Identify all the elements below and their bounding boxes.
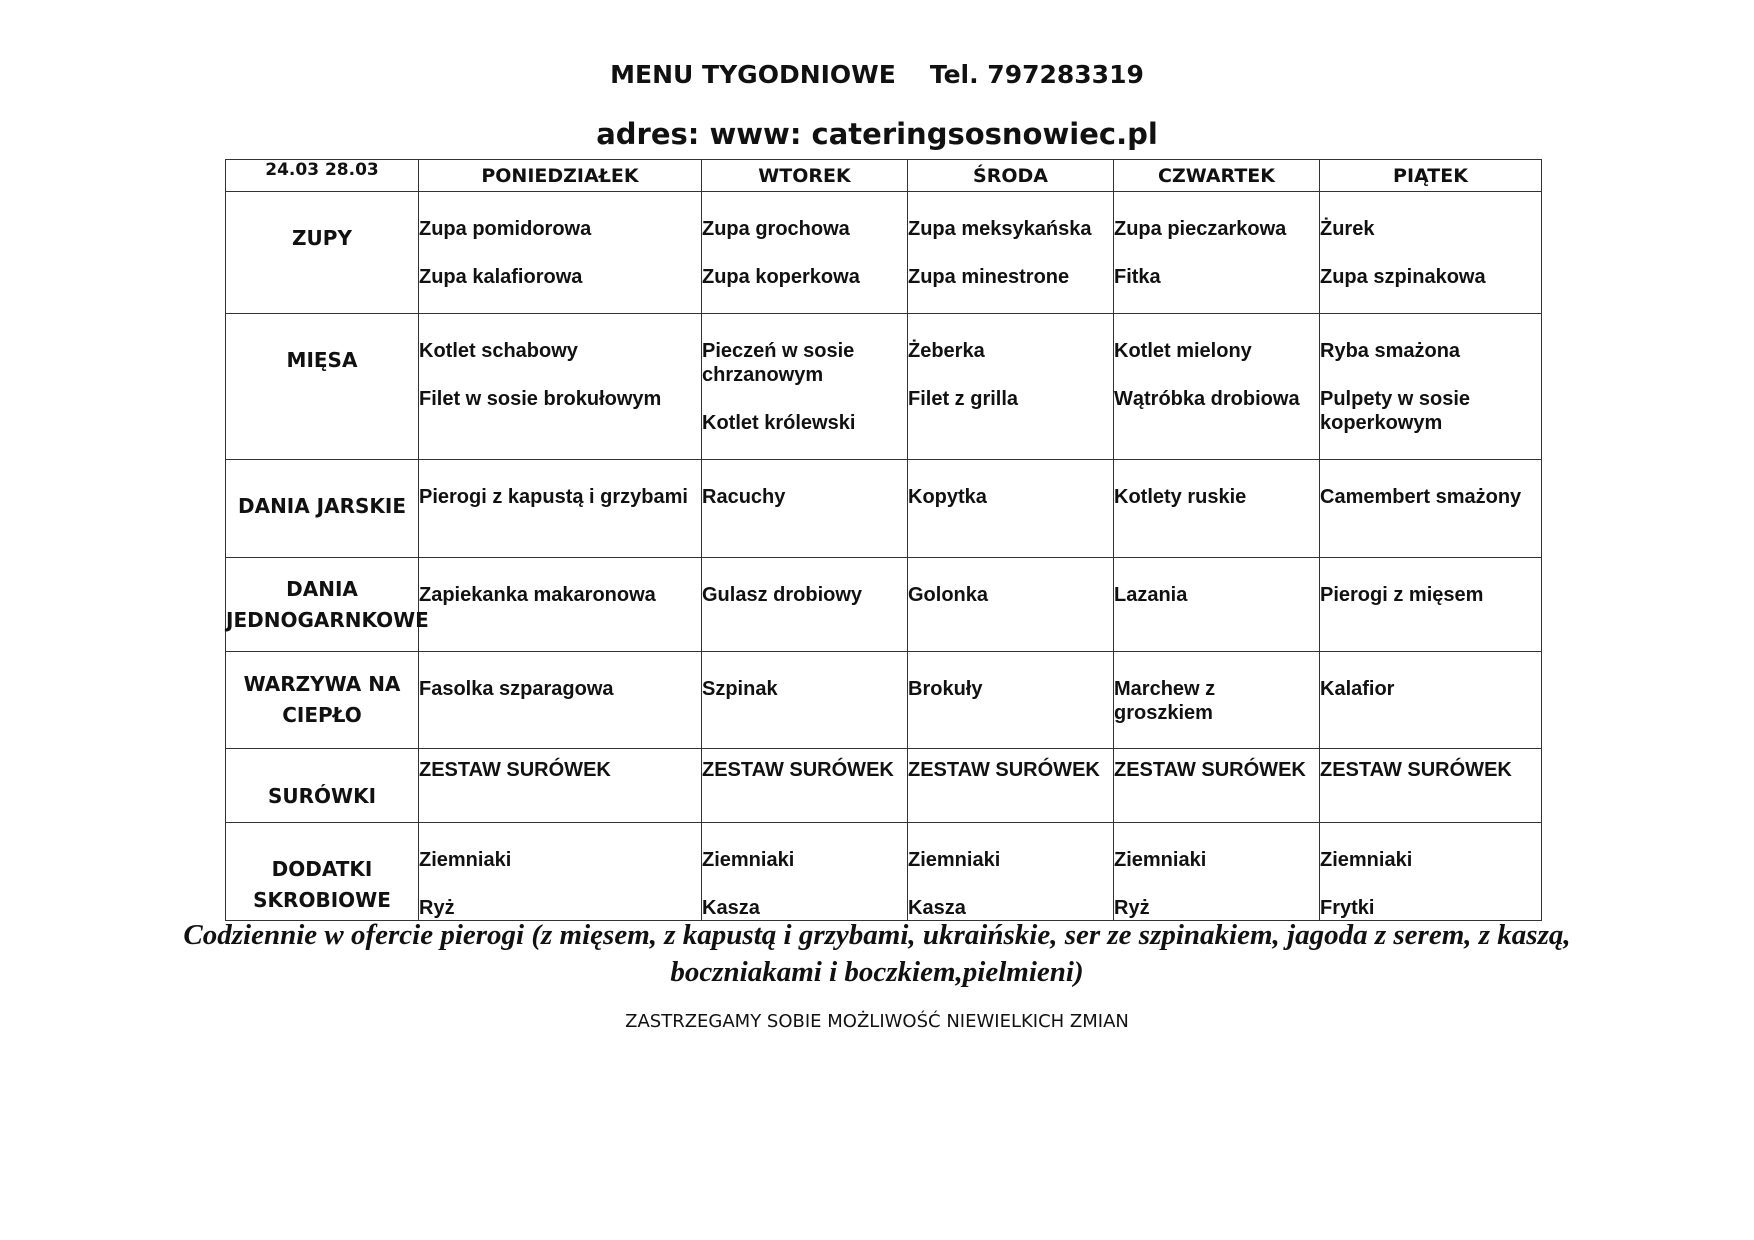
menu-cell <box>702 558 908 652</box>
menu-cell <box>419 823 702 921</box>
menu-cell <box>419 460 702 558</box>
dish-name: Zupa kalafiorowa <box>419 266 583 288</box>
menu-cell <box>702 652 908 749</box>
phone-number: Tel. 797283319 <box>929 60 1144 89</box>
menu-cell <box>702 823 908 921</box>
menu-cell <box>419 652 702 749</box>
dish-name: Filet z grilla <box>908 388 1019 410</box>
dish-name: Żeberka <box>908 340 985 362</box>
dish-name: Kotlety ruskie <box>1114 486 1247 508</box>
dish-name: Zupa pieczarkowa <box>1114 218 1287 240</box>
menu-row <box>226 749 1542 823</box>
menu-cell <box>419 558 702 652</box>
dish-name: ZESTAW SURÓWEK <box>908 759 1100 781</box>
dish-name: Ziemniaki <box>419 849 512 871</box>
dish-name: Filet w sosie brokułowym <box>419 388 662 410</box>
menu-cell <box>908 460 1114 558</box>
dish-name: Ryż <box>1114 897 1150 919</box>
category-label: DANIA JEDNOGARNKOWE <box>226 558 419 652</box>
menu-cell <box>419 314 702 460</box>
category-label: ZUPY <box>226 192 419 314</box>
dish-name: Wątróbka drobiowa <box>1114 388 1300 410</box>
dish-name: Frytki <box>1320 897 1375 919</box>
menu-row <box>226 314 1542 460</box>
menu-row <box>226 652 1542 749</box>
menu-cell <box>1114 558 1320 652</box>
dish-name: Zupa grochowa <box>702 218 850 240</box>
dish-name: Kalafior <box>1320 678 1395 700</box>
dish-name: Lazania <box>1114 584 1188 606</box>
menu-cell <box>702 314 908 460</box>
menu-cell <box>1320 823 1542 921</box>
dish-name: Ryż <box>419 897 455 919</box>
menu-row <box>226 192 1542 314</box>
menu-cell <box>1320 192 1542 314</box>
menu-row <box>226 558 1542 652</box>
disclaimer: ZASTRZEGAMY SOBIE MOŻLIWOŚĆ NIEWIELKICH ZMIAN <box>625 1011 1129 1032</box>
menu-cell <box>908 558 1114 652</box>
category-label: WARZYWA NA CIEPŁO <box>226 652 419 749</box>
dish-name: Gulasz drobiowy <box>702 584 863 606</box>
dish-name: Racuchy <box>702 486 786 508</box>
dish-name: ZESTAW SURÓWEK <box>702 759 894 781</box>
menu-cell <box>1320 558 1542 652</box>
dish-name: Brokuły <box>908 678 983 700</box>
menu-cell <box>1114 823 1320 921</box>
menu-cell <box>908 652 1114 749</box>
menu-cell <box>1320 652 1542 749</box>
menu-cell <box>702 749 908 823</box>
menu-cell <box>908 192 1114 314</box>
dish-name: Kasza <box>908 897 966 919</box>
menu-cell <box>908 314 1114 460</box>
menu-cell <box>1320 314 1542 460</box>
dish-name: Camembert smażony <box>1320 486 1522 508</box>
dish-name: Zupa pomidorowa <box>419 218 592 240</box>
day-header: WTOREK <box>702 160 908 192</box>
day-header: ŚRODA <box>908 160 1114 192</box>
menu-cell <box>908 749 1114 823</box>
dish-name: Zupa minestrone <box>908 266 1070 288</box>
dish-name: Kotlet schabowy <box>419 340 578 362</box>
dish-name: Żurek <box>1320 218 1375 240</box>
dish-name: Pieczeń w sosie chrzanowym <box>702 340 855 386</box>
dish-name: Ziemniaki <box>908 849 1001 871</box>
dish-name: Ryba smażona <box>1320 340 1461 362</box>
menu-cell <box>419 749 702 823</box>
menu-cell <box>1114 749 1320 823</box>
menu-cell <box>1320 749 1542 823</box>
dish-name: Kasza <box>702 897 760 919</box>
dish-name: Ziemniaki <box>702 849 795 871</box>
dish-name: Ziemniaki <box>1320 849 1413 871</box>
menu-cell <box>1114 314 1320 460</box>
menu-row <box>226 823 1542 921</box>
menu-cell <box>702 192 908 314</box>
menu-cell <box>419 192 702 314</box>
day-header: PONIEDZIAŁEK <box>419 160 702 192</box>
page-title <box>0 60 1754 89</box>
address-line: adres: www: cateringsosnowiec.pl <box>596 117 1158 151</box>
dish-name: ZESTAW SURÓWEK <box>419 759 611 781</box>
menu-cell <box>1114 192 1320 314</box>
dish-name: Kotlet mielony <box>1114 340 1252 362</box>
dish-name: Ziemniaki <box>1114 849 1207 871</box>
dish-name: Zupa koperkowa <box>702 266 860 288</box>
dish-name: ZESTAW SURÓWEK <box>1320 759 1512 781</box>
dish-name: Zapiekanka makaronowa <box>419 584 656 606</box>
category-label: DODATKI SKROBIOWE <box>226 823 419 921</box>
daily-offer-note: Codziennie w ofercie pierogi (z mięsem, z kapustą i grzybami, ukraińskie, ser ze szpinakiem, jagoda z serem, z kaszą, boczniakami i boczkiem,pielmieni) <box>183 919 1571 988</box>
menu-cell <box>1114 652 1320 749</box>
dish-name: Kotlet królewski <box>702 412 856 434</box>
dish-name: Szpinak <box>702 678 778 700</box>
menu-cell <box>702 460 908 558</box>
dish-name: Pierogi z kapustą i grzybami <box>419 486 688 508</box>
category-label: DANIA JARSKIE <box>226 460 419 558</box>
menu-cell <box>1114 460 1320 558</box>
category-label: MIĘSA <box>226 314 419 460</box>
menu-row <box>226 460 1542 558</box>
dish-name: Pierogi z mięsem <box>1320 584 1484 606</box>
day-header: PIĄTEK <box>1320 160 1542 192</box>
day-header: CZWARTEK <box>1114 160 1320 192</box>
dish-name: Marchew z groszkiem <box>1114 678 1216 724</box>
menu-cell <box>908 823 1114 921</box>
dish-name: Zupa szpinakowa <box>1320 266 1486 288</box>
header-row <box>226 160 1542 192</box>
dish-name: ZESTAW SURÓWEK <box>1114 759 1306 781</box>
menu-title: MENU TYGODNIOWE <box>610 60 896 89</box>
dish-name: Zupa meksykańska <box>908 218 1092 240</box>
dish-name: Fitka <box>1114 266 1161 288</box>
dish-name: Pulpety w sosie koperkowym <box>1320 388 1471 434</box>
weekly-menu-table <box>225 159 1542 921</box>
dish-name: Fasolka szparagowa <box>419 678 614 700</box>
date-range: 24.03 28.03 <box>226 160 419 192</box>
dish-name: Kopytka <box>908 486 987 508</box>
dish-name: Golonka <box>908 584 989 606</box>
menu-cell <box>1320 460 1542 558</box>
category-label: SURÓWKI <box>226 749 419 823</box>
